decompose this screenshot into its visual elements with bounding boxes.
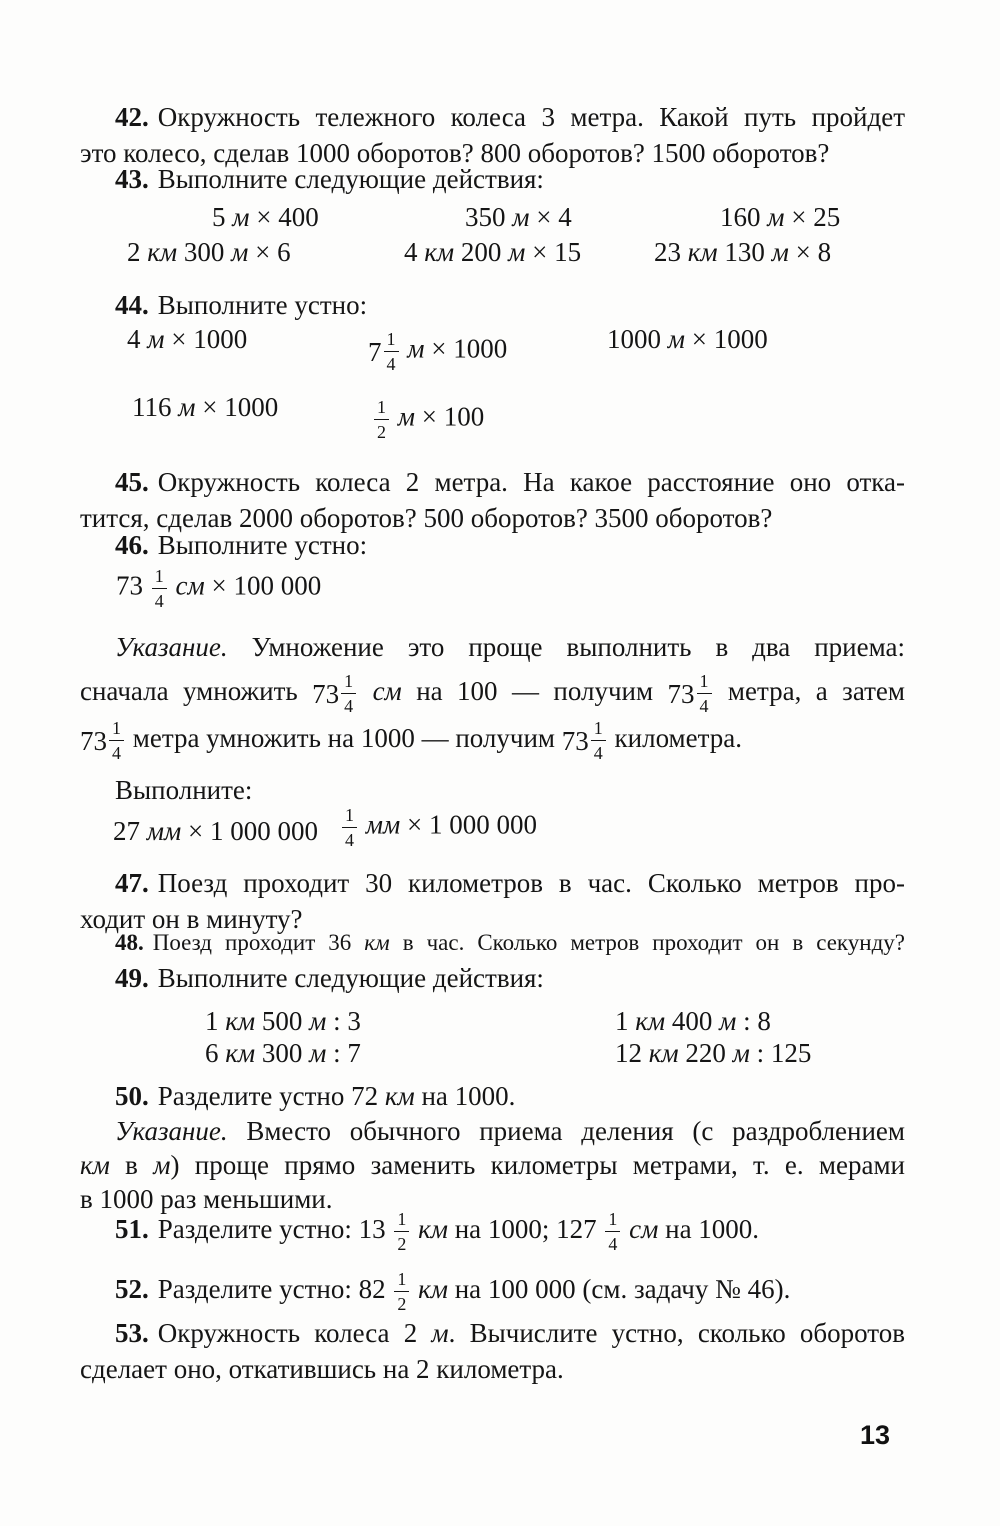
text-run: Выполните следующие действия: [157,164,544,194]
italic-text: м [431,1317,449,1348]
italic-text: м [309,1005,327,1036]
text-run: Окружность колеса 2 метра. На какое расстояние оно отка- [157,467,905,497]
problem-number: 45. [115,467,149,497]
text-run: : 3 [326,1005,361,1036]
text-run: Выполните устно: [157,530,368,560]
text-run: на 1000. [658,1213,760,1244]
text-run: : 7 [326,1037,361,1068]
text-run: Окружность тележного колеса 3 метра. Какой путь пройдет [157,102,905,132]
fraction-denominator: 4 [591,740,606,762]
math-expression [127,235,291,269]
italic-text: км [225,1037,256,1068]
text-line [80,1148,905,1182]
text-run: Выполните следующие действия: [157,962,544,993]
problem-50 [80,1078,905,1114]
text-line [80,716,905,763]
text-line [80,1203,905,1255]
math-expression [615,1036,811,1070]
problem-number: 49. [115,962,149,993]
text-run: в 1000 раз меньшими. [80,1183,333,1214]
problem-number: 48. [115,929,144,955]
text-run: × 1 000 000 [181,815,318,846]
text-run: метра, а затем [713,676,905,706]
fraction-denominator: 2 [394,1231,409,1253]
italic-text: км [424,237,455,267]
page-content [80,99,905,1387]
fraction-numerator: 1 [699,671,709,692]
text-line [80,99,905,135]
whole-number: 73 [80,725,107,756]
text-run: километра. [607,722,742,753]
italic-text: км [80,1149,110,1180]
mixed-number [80,719,126,763]
fraction-numerator: 1 [154,566,164,586]
problem-number: 46. [115,530,149,560]
text-run: 300 [177,237,232,267]
fraction [384,330,399,373]
italic-text: м [407,333,425,364]
fraction [591,719,606,762]
text-run: × 100 [414,401,485,432]
text-line [80,1114,905,1148]
fraction-denominator: 2 [394,1291,409,1313]
text-run: на 100 — получим [401,676,668,706]
italic-text: м [232,202,250,232]
math-expression [212,200,319,234]
text-run: × 100 000 [204,570,322,601]
problem-number: 52. [115,1273,149,1304]
text-run: Поезд проходит 30 километров в час. Сколько метров про- [157,867,905,898]
math-expression [205,1004,361,1038]
italic-text: Указание. [115,1115,228,1146]
text-run: Вместо обычного приема деления (с раздроблением [227,1115,905,1146]
note-after-46 [80,625,905,763]
problem-46-expression [80,567,905,617]
italic-text: м [732,1037,750,1068]
problem-44 [80,287,905,323]
note-after-50 [80,1114,905,1216]
whole-number: 73 [667,678,695,709]
whole-number: 73 [312,678,340,709]
italic-text: м [397,401,415,432]
problem-number: 47. [115,867,149,898]
text-line [80,865,905,901]
text-run: 27 [113,815,147,846]
math-expression [607,322,768,356]
fraction [697,672,712,715]
fraction [109,719,124,762]
math-expression [127,322,247,356]
text-run: Окружность колеса 2 [157,1317,432,1348]
math-expression [404,235,581,269]
italic-text: мм [146,815,182,846]
mixed-number [312,672,358,716]
text-run: в час. Сколько метров проходит он в секунду? [389,929,906,955]
math-expression [205,1036,361,1070]
text-run: 220 [678,1037,733,1068]
text-run: метра умножить на 1000 — получим [126,722,562,753]
fraction-denominator: 4 [605,1231,620,1253]
text-line [80,772,905,808]
problem-number: 43. [115,164,149,194]
perform-expressions [80,804,905,866]
italic-text: Указание. [115,632,228,662]
italic-text: км [384,1080,415,1111]
text-run: × 6 [248,237,291,267]
problem-51 [80,1203,905,1255]
italic-text: м [508,237,526,267]
fraction [394,1210,409,1253]
text-run: : 125 [749,1037,812,1068]
fraction-numerator: 1 [386,329,396,349]
text-run [358,676,372,706]
text-run: . Вычислите устно, сколько оборотов [448,1317,905,1348]
italic-text: км [648,1037,679,1068]
text-run: 130 [717,237,772,267]
text-run: 200 [454,237,509,267]
text-line [80,925,905,961]
math-expression [720,200,840,234]
problem-49 [80,960,905,996]
page-number: 13 [860,1420,891,1450]
whole-number: 73 [561,725,589,756]
text-run: 1000 [607,324,668,354]
fraction-numerator: 1 [344,671,354,692]
text-run: Умножение это проще выполнить в два приема: [227,632,905,662]
math-expression [615,1004,771,1038]
text-run: 2 [127,237,148,267]
italic-text: км [635,1005,666,1036]
fraction-denominator: 4 [341,693,356,715]
problem-number: 42. [115,102,149,132]
problem-number: 50. [115,1080,149,1111]
problem-49-expressions [80,1004,905,1074]
text-run: × 1000 [424,333,508,364]
text-run: ) проще прямо заменить километры метрами, т. е. мерами [170,1149,906,1180]
italic-text: м [147,324,165,354]
text-run: Разделите устно 72 [157,1080,385,1111]
text-run: Выполните устно: [157,290,368,320]
text-run: 160 [720,202,768,232]
italic-text: м [667,324,685,354]
text-run: × 1 000 000 [400,809,537,840]
fraction [152,567,167,610]
mixed-number [562,719,608,763]
mixed-number [668,672,714,716]
text-run: × 8 [788,237,832,267]
perform-heading [80,772,905,808]
italic-text: км [687,237,718,267]
italic-text: км [418,1213,448,1244]
text-line [80,960,905,996]
fraction-denominator: 4 [342,827,357,849]
text-run: 12 [615,1037,649,1068]
italic-text: м [309,1037,327,1068]
fraction-numerator: 1 [112,718,121,739]
text-run: сначала умножить [80,676,313,706]
problem-45 [80,464,905,536]
text-run: на 1000; 127 [447,1213,604,1244]
math-expression [116,567,321,610]
italic-text: м [178,392,196,422]
text-run: 350 [465,202,513,232]
text-run: 300 [255,1037,310,1068]
math-expression [340,806,537,849]
text-run: × 1000 [195,392,279,422]
text-run: в [109,1149,154,1180]
text-run: × 1000 [164,324,248,354]
fraction-denominator: 4 [109,740,124,762]
fraction-numerator: 1 [377,397,386,417]
italic-text: см [372,676,402,706]
fraction [394,1270,409,1313]
math-expression [132,390,278,424]
text-run: Разделите устно: 82 [157,1273,393,1304]
math-expression [113,814,318,848]
mixed-number [368,330,401,373]
italic-text: км [418,1273,448,1304]
italic-text: м [771,237,789,267]
text-run: на 1000. [414,1080,516,1111]
fraction-numerator: 1 [397,1268,407,1289]
text-run: это колесо, сделав 1000 оборотов? 800 оборотов? 1500 оборотов? [80,138,830,168]
fraction-denominator: 4 [384,351,399,373]
fraction-numerator: 1 [593,718,603,739]
fraction [341,672,356,715]
text-run: тится, сделав 2000 оборотов? 500 оборотов? 3500 оборотов? [80,503,773,533]
fraction [342,806,357,849]
text-line [80,464,905,500]
text-run: × 1000 [684,324,768,354]
text-run: Выполните: [115,774,253,805]
text-line [80,625,905,669]
italic-text: км [147,237,178,267]
fraction-denominator: 2 [374,419,389,441]
fraction-numerator: 1 [397,1208,407,1229]
text-run: 1 [205,1005,226,1036]
text-run: × 25 [784,202,841,232]
text-run: : 8 [736,1005,771,1036]
text-run: 6 [205,1037,226,1068]
text-run: Разделите устно: 13 [157,1213,393,1244]
text-line [80,669,905,716]
math-expression [654,235,831,269]
text-run: 500 [255,1005,310,1036]
problem-44-expressions [80,322,905,462]
math-expression [465,200,572,234]
italic-text: м [512,202,530,232]
italic-text: км [364,929,390,955]
italic-text: мм [365,809,401,840]
problem-48 [80,925,905,961]
problem-number: 44. [115,290,149,320]
fraction-numerator: 1 [345,804,354,825]
italic-text: км [225,1005,256,1036]
problem-number: 53. [115,1317,149,1348]
italic-text: см [175,570,205,601]
text-run: 73 [116,570,150,601]
text-run [391,402,398,432]
text-run: × 4 [529,202,572,232]
fraction [374,398,389,441]
problem-53 [80,1315,905,1387]
fraction-denominator: 4 [697,693,712,715]
text-run: 116 [132,392,179,422]
italic-text: м [231,237,249,267]
text-line [80,1351,905,1387]
text-run: 4 [404,237,425,267]
text-run: ходит он в минуту? [80,903,303,934]
fraction [605,1210,620,1253]
text-run: 23 [654,237,688,267]
text-run: на 100 000 (см. задачу № 46). [447,1273,791,1304]
text-run: 1 [615,1005,636,1036]
text-line [80,1078,905,1114]
text-run [359,809,366,839]
fraction-numerator: 1 [608,1208,618,1229]
text-run: Поезд проходит 36 [152,929,365,955]
text-line [80,1263,905,1315]
problem-number: 51. [115,1213,149,1244]
problem-43-expressions [80,200,905,275]
text-run: × 15 [525,237,582,267]
math-expression [372,398,484,441]
text-run: 4 [127,324,148,354]
italic-text: м [719,1005,737,1036]
text-line [80,1315,905,1351]
text-run: 5 [212,202,233,232]
text-run: сделает оно, откатившись на 2 километра. [80,1353,564,1384]
fraction-denominator: 4 [152,588,167,610]
italic-text: м [767,202,785,232]
math-expression [368,330,507,373]
whole-number: 7 [368,336,382,367]
text-line [80,287,905,323]
italic-text: см [629,1213,659,1244]
text-run [169,571,176,601]
text-run: × 400 [249,202,319,232]
italic-text: м [153,1149,171,1180]
problem-52 [80,1263,905,1315]
text-run: 400 [665,1005,720,1036]
